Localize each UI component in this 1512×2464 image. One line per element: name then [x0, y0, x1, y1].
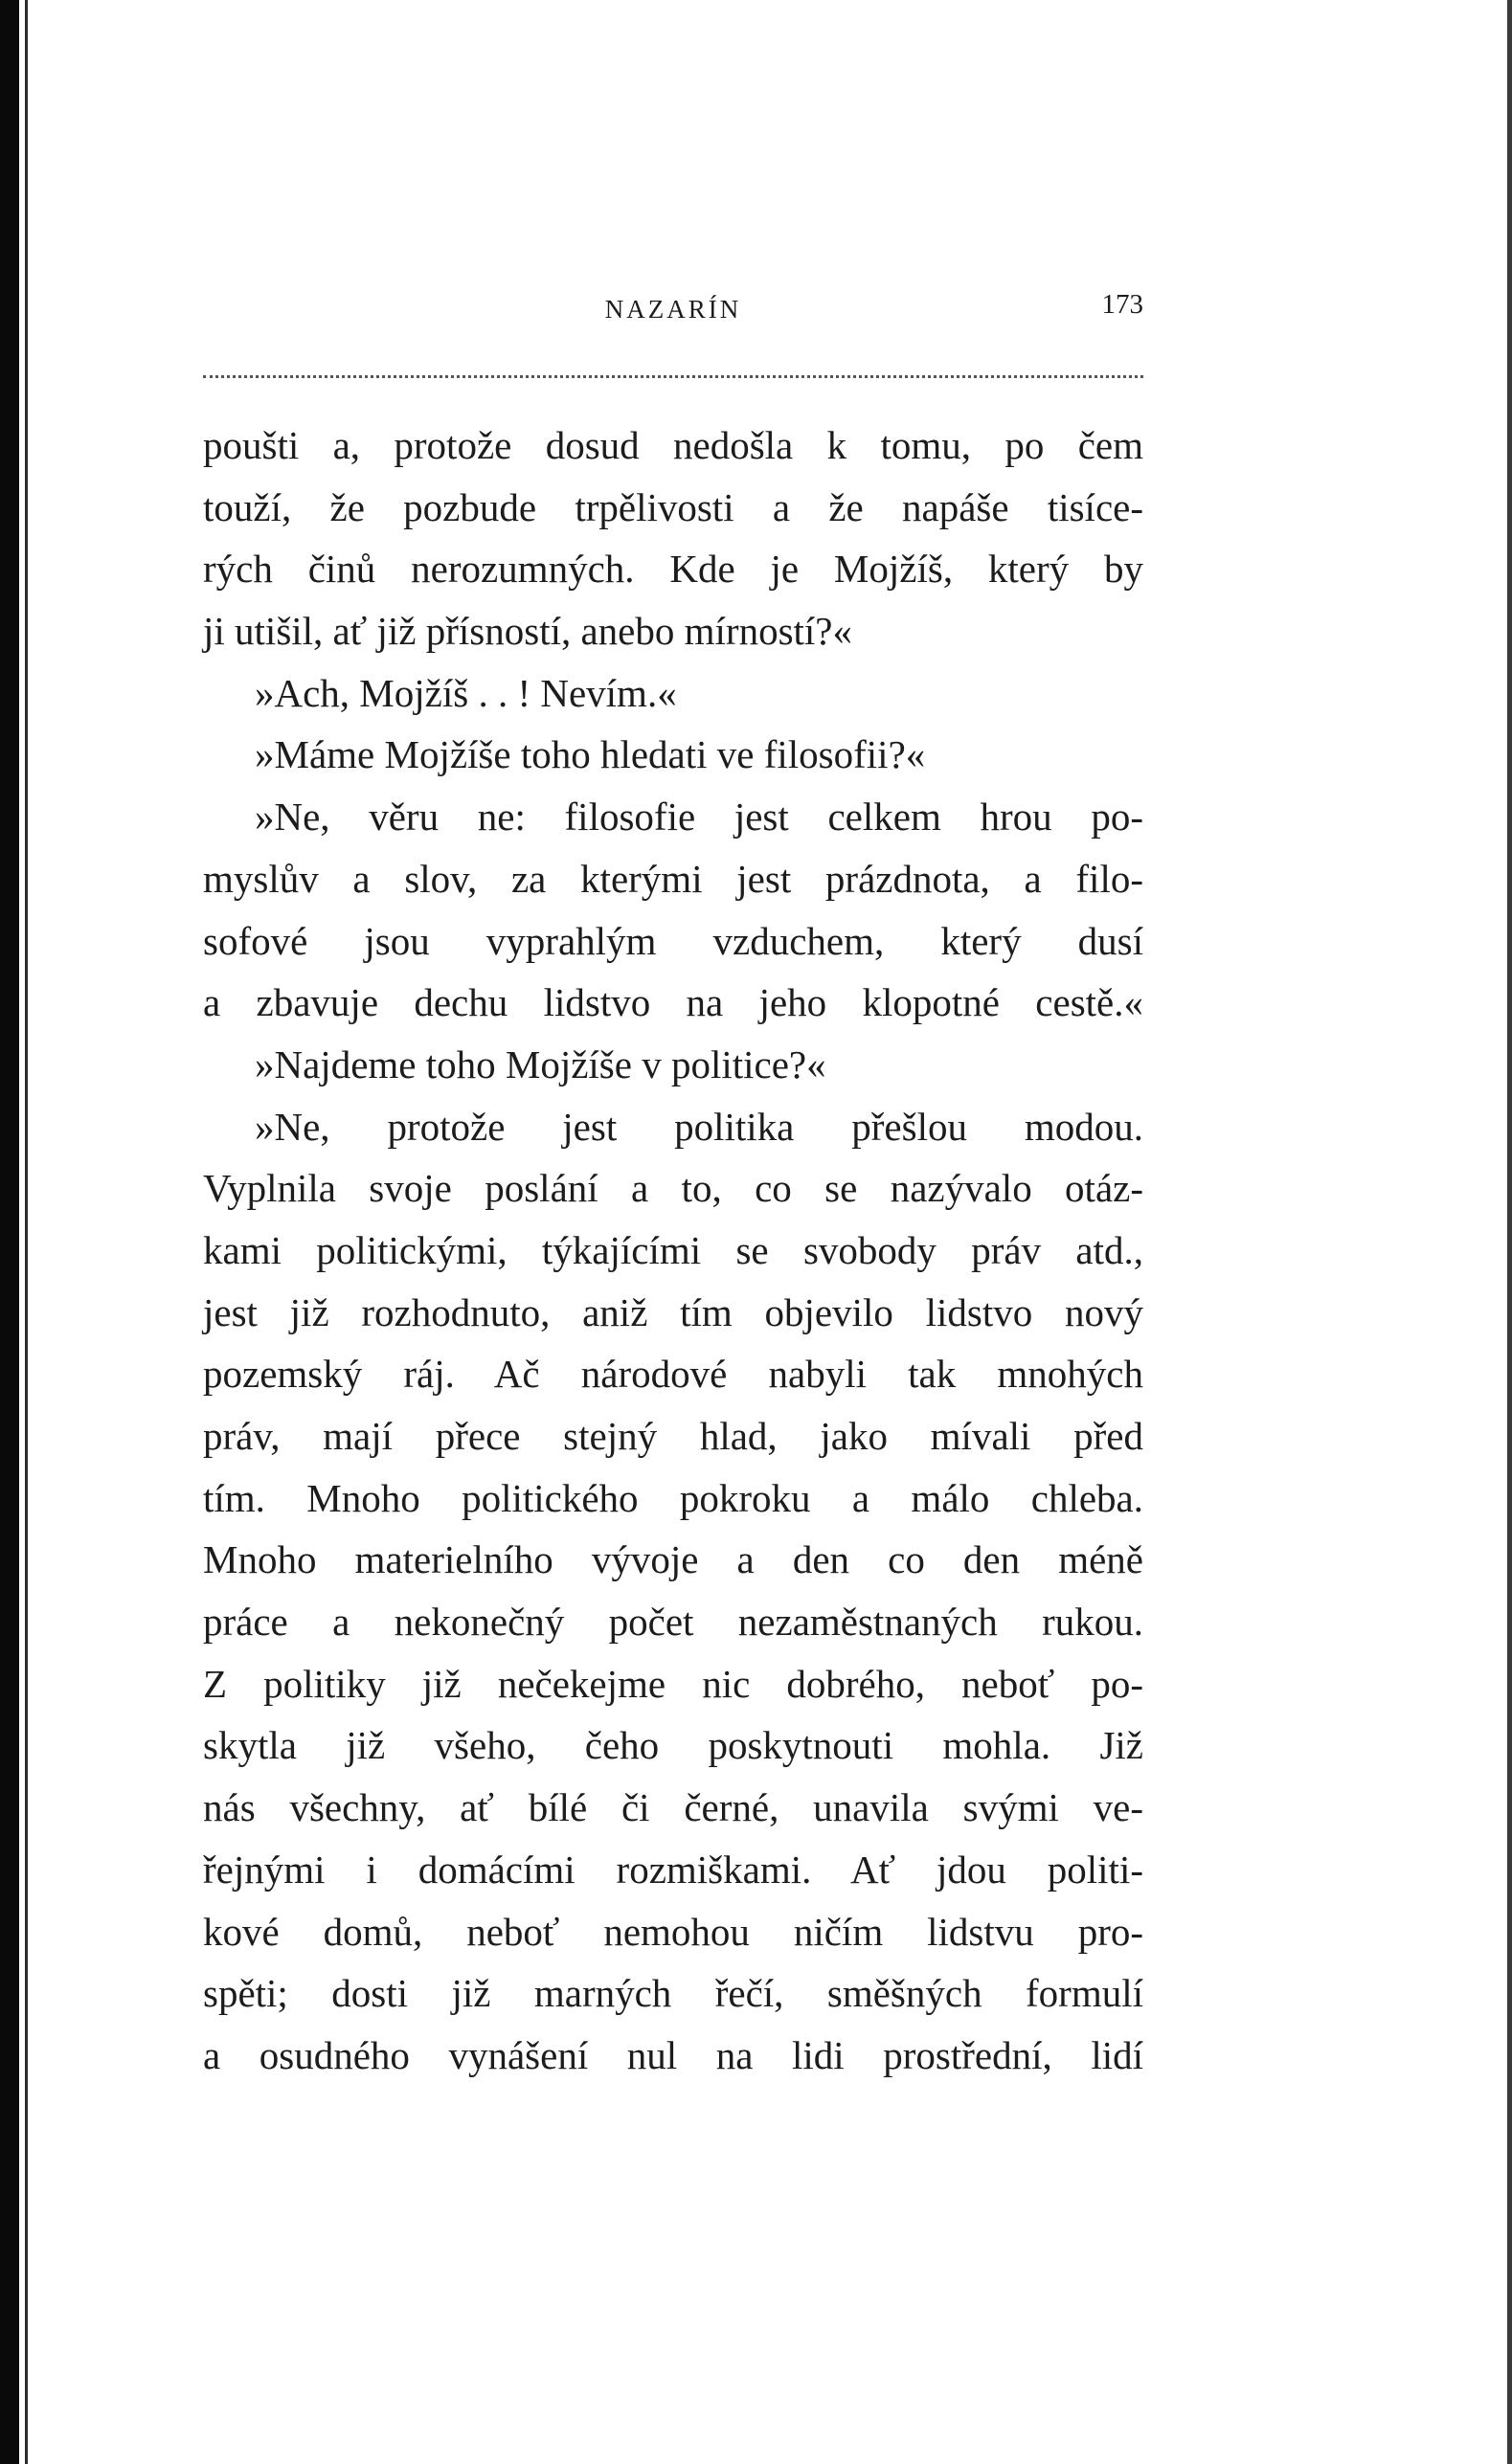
body-text	[203, 414, 1143, 2087]
text-line: kami politickými, týkajícími se svobody práv atd.,	[203, 1227, 1143, 1272]
text-line: »Ach, Mojžíš . . ! Nevím.«	[255, 670, 677, 715]
text-line: poušti a, protože dosud nedošla k tomu, po čem	[203, 423, 1143, 467]
text-line: práv, mají přece stejný hlad, jako mívali před	[203, 1414, 1143, 1458]
text-line: pozemský ráj. Ač národové nabyli tak mnohých	[203, 1352, 1143, 1397]
text-line: a zbavuje dechu lidstvo na jeho klopotné cestě.«	[203, 980, 1143, 1025]
header-dotted-rule	[203, 375, 1143, 378]
page-number: 173	[1101, 289, 1143, 320]
text-line: tím. Mnoho politického pokroku a málo chleba.	[203, 1475, 1143, 1520]
text-line: a osudného vynášení nul na lidi prostřední, lidí	[203, 2032, 1143, 2077]
text-line: spěti; dosti již marných řečí, směšných formulí	[203, 1971, 1143, 2016]
running-title: NAZARÍN	[604, 295, 742, 324]
text-line: »Najdeme toho Mojžíše v politice?«	[255, 1042, 826, 1086]
text-line: »Ne, věru ne: filosofie jest celkem hrou po-	[255, 795, 1143, 840]
text-line: Z politiky již nečekejme nic dobrého, neboť po-	[203, 1661, 1143, 1706]
text-line: nás všechny, ať bílé či černé, unavila svými ve-	[203, 1785, 1143, 1830]
scan-edge-right	[1507, 0, 1512, 2464]
scan-edge-line	[25, 0, 28, 2464]
text-line: Mnoho materielního vývoje a den co den méně	[203, 1537, 1143, 1582]
scan-edge-left	[0, 0, 19, 2464]
text-line: »Ne, protože jest politika přešlou modou.	[255, 1104, 1143, 1149]
text-line: skytla již všeho, čeho poskytnouti mohla. Již	[203, 1723, 1143, 1768]
text-line: »Máme Mojžíše toho hledati ve filosofii?«	[255, 732, 926, 777]
text-line: Vyplnila svoje poslání a to, co se nazývalo otáz-	[203, 1166, 1143, 1211]
text-line: práce a nekonečný počet nezaměstnaných rukou.	[203, 1600, 1143, 1645]
text-line: myslův a slov, za kterými jest prázdnota, a filo-	[203, 856, 1143, 901]
text-line: kové domů, neboť nemohou ničím lidstvu pro-	[203, 1909, 1143, 1954]
running-head	[203, 278, 1143, 335]
text-line: sofové jsou vyprahlým vzduchem, který dusí	[203, 918, 1143, 963]
book-page	[203, 278, 1143, 2087]
text-line: ji utišil, ať již přísností, anebo mírností?«	[203, 609, 853, 654]
text-line: rých činů nerozumných. Kde je Mojžíš, který by	[203, 547, 1143, 592]
text-line: řejnými i domácími rozmiškami. Ať jdou politi-	[203, 1847, 1143, 1892]
text-line: jest již rozhodnuto, aniž tím objevilo lidstvo nový	[203, 1289, 1143, 1334]
text-line: touží, že pozbude trpělivosti a že napáše tisíce-	[203, 484, 1143, 529]
